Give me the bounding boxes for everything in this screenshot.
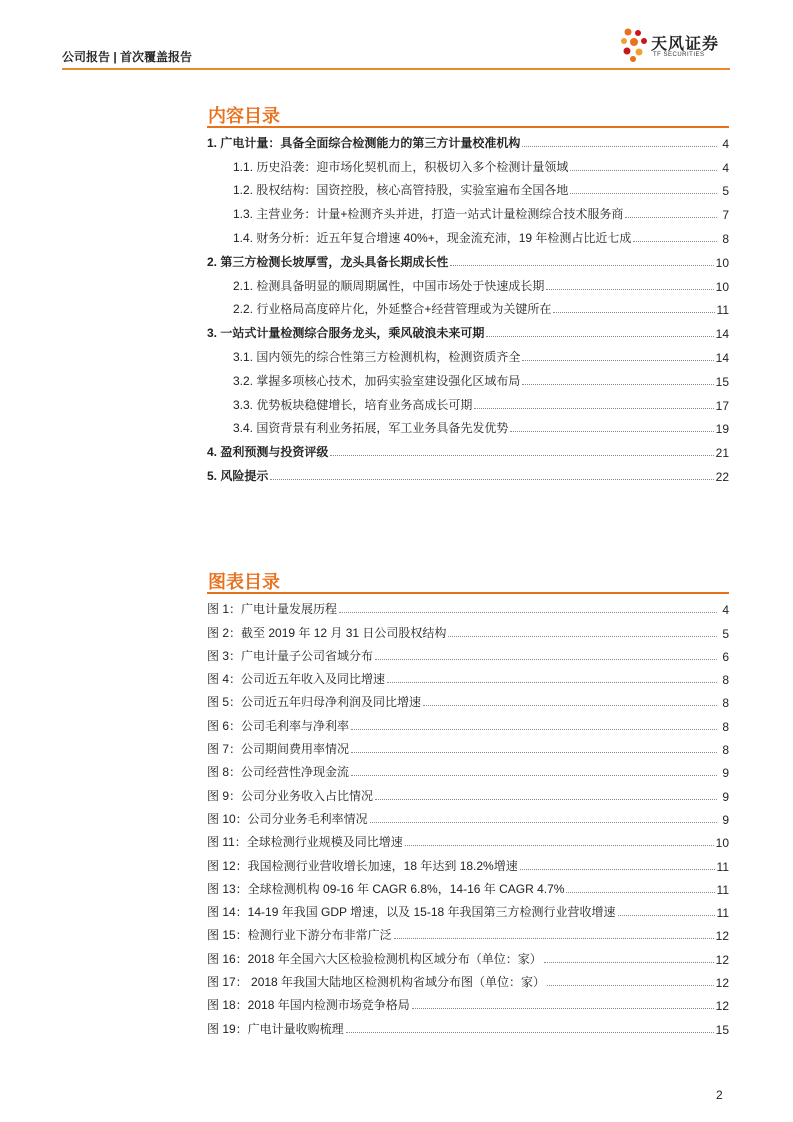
figure-entry[interactable]: [207, 710, 729, 733]
toc-entry-label: 3.2. 掌握多项核心技术，加码实验室建设强化区域布局: [233, 373, 521, 388]
dot-leader: [351, 775, 717, 776]
toc-entry[interactable]: [207, 389, 729, 413]
figure-entry-page: 9: [722, 812, 729, 827]
toc-entry[interactable]: [207, 460, 729, 484]
toc-entry-page: 4: [722, 136, 729, 151]
dot-leader: [520, 869, 715, 870]
toc-entry-label: 5. 风险提示: [207, 468, 269, 483]
figure-entry-label: 图 2：截至 2019 年 12 月 31 日公司股权结构: [207, 625, 447, 640]
dot-leader: [547, 985, 714, 986]
dot-leader: [522, 384, 713, 385]
figure-entry-label: 图 14：14-19 年我国 GDP 增速，以及 15-18 年我国第三方检测行业营收增速: [207, 905, 616, 920]
dot-leader: [570, 193, 717, 194]
figure-entry-page: 15: [715, 1022, 729, 1037]
figure-entry[interactable]: [207, 641, 729, 664]
header-divider: [62, 68, 730, 70]
dot-leader: [405, 845, 714, 846]
logo-chinese-name: 天风证券: [651, 36, 720, 53]
figure-entry-page: 6: [722, 649, 729, 664]
toc-entry-page: 14: [715, 327, 729, 342]
figure-entry-page: 12: [715, 952, 729, 967]
toc-entry[interactable]: [207, 175, 729, 199]
figure-entry[interactable]: [207, 897, 729, 920]
toc-entry[interactable]: [207, 151, 729, 175]
figure-entry-page: 9: [722, 789, 729, 804]
toc-entry-page: 7: [722, 208, 729, 223]
toc-entry[interactable]: [207, 127, 729, 151]
dot-leader: [510, 431, 713, 432]
toc-entry[interactable]: [207, 198, 729, 222]
toc-entry-page: 17: [715, 398, 729, 413]
figure-entry-label: 图 4：公司近五年收入及同比增速: [207, 672, 386, 687]
toc-entry-label: 3. 一站式计量检测综合服务龙头，乘风破浪未来可期: [207, 326, 485, 341]
dot-leader: [330, 455, 713, 456]
figure-entry-label: 图 10：公司分业务毛利率情况: [207, 811, 368, 826]
page-number: 2: [716, 1088, 723, 1102]
figure-entry-label: 图 6：公司毛利率与净利率: [207, 718, 350, 733]
page-header: [62, 28, 730, 70]
figure-entry[interactable]: [207, 967, 729, 990]
dot-leader: [625, 217, 717, 218]
dot-leader: [412, 1008, 714, 1009]
toc-title: 内容目录: [208, 106, 280, 126]
figure-entry[interactable]: [207, 594, 729, 617]
toc-entry[interactable]: [207, 341, 729, 365]
toc-entry-label: 2.1. 检测具备明显的顺周期属性，中国市场处于快速成长期: [233, 278, 545, 293]
toc-entry-label: 2.2. 行业格局高度碎片化，外延整合+经营管理或为关键所在: [233, 302, 552, 317]
logo-english-name: TF SECURITIES: [653, 52, 705, 58]
toc-entry-label: 4. 盈利预测与投资评级: [207, 445, 329, 460]
toc-entry[interactable]: [207, 246, 729, 270]
figure-entry-label: 图 5：公司近五年归母净利润及同比增速: [207, 695, 422, 710]
figure-entry-page: 4: [722, 603, 729, 618]
dot-leader: [570, 170, 717, 171]
figure-entry-label: 图 1：广电计量发展历程: [207, 602, 338, 617]
toc-entry[interactable]: [207, 365, 729, 389]
toc-entry-page: 8: [722, 231, 729, 246]
dot-leader: [394, 938, 714, 939]
dot-leader: [270, 479, 713, 480]
figure-entry-page: 12: [715, 999, 729, 1014]
toc-entry-page: 21: [715, 446, 729, 461]
report-type-title: 公司报告 | 首次覆盖报告: [62, 50, 193, 64]
dot-leader: [375, 659, 717, 660]
toc-entry-label: 1. 广电计量：具备全面综合检测能力的第三方计量校准机构: [207, 135, 521, 150]
toc-entry-label: 2. 第三方检测长坡厚雪，龙头具备长期成长性: [207, 254, 449, 269]
figure-entry-label: 图 9：公司分业务收入占比情况: [207, 788, 374, 803]
dot-leader: [370, 822, 717, 823]
toc-entry-label: 1.3. 主营业务：计量+检测齐头并进，打造一站式计量检测综合技术服务商: [233, 207, 624, 222]
toc-entry[interactable]: [207, 317, 729, 341]
dot-leader: [486, 336, 713, 337]
toc-entry-page: 15: [715, 374, 729, 389]
figure-entry-page: 10: [715, 836, 729, 851]
toc-list: [207, 127, 729, 484]
toc-entry-label: 3.1. 国内领先的综合性第三方检测机构，检测资质齐全: [233, 349, 521, 364]
figures-list: [207, 594, 729, 1037]
figures-title: 图表目录: [208, 572, 280, 592]
toc-entry-page: 10: [715, 279, 729, 294]
dot-leader: [544, 962, 714, 963]
toc-entry[interactable]: [207, 270, 729, 294]
toc-entry-page: 4: [722, 160, 729, 175]
figure-entry[interactable]: [207, 850, 729, 873]
toc-entry-label: 1.4. 财务分析：近五年复合增速 40%+，现金流充沛，19 年检测占比近七成: [233, 230, 632, 245]
figure-entry[interactable]: [207, 874, 729, 897]
toc-entry[interactable]: [207, 294, 729, 318]
figure-entry-page: 12: [715, 976, 729, 991]
figure-entry[interactable]: [207, 920, 729, 943]
dot-leader: [522, 146, 717, 147]
toc-entry-label: 3.4. 国资背景有利业务拓展，军工业务具备先发优势: [233, 421, 509, 436]
dot-leader: [633, 241, 717, 242]
figure-entry-label: 图 16：2018 年全国六大区检验检测机构区域分布（单位：家）: [207, 951, 542, 966]
toc-entry-page: 5: [722, 184, 729, 199]
dot-leader: [546, 289, 713, 290]
toc-entry-page: 19: [715, 422, 729, 437]
dot-leader: [448, 636, 717, 637]
figure-entry[interactable]: [207, 734, 729, 757]
figure-entry[interactable]: [207, 990, 729, 1013]
dot-leader: [553, 312, 714, 313]
figure-entry[interactable]: [207, 757, 729, 780]
figure-entry[interactable]: [207, 687, 729, 710]
dot-leader: [566, 892, 714, 893]
toc-entry[interactable]: [207, 413, 729, 437]
dot-leader: [375, 799, 717, 800]
company-logo: [618, 26, 730, 64]
figure-entry-label: 图 13：全球检测机构 09-16 年 CAGR 6.8%，14-16 年 CAGR 4.7%: [207, 881, 565, 896]
figure-entry-page: 8: [722, 673, 729, 688]
figure-entry[interactable]: [207, 943, 729, 966]
dot-leader: [339, 612, 717, 613]
toc-entry-page: 11: [716, 303, 729, 318]
figure-entry[interactable]: [207, 617, 729, 640]
dot-leader: [474, 408, 713, 409]
figure-entry-label: 图 15：检测行业下游分布非常广泛: [207, 928, 392, 943]
figure-entry-label: 图 8：公司经营性净现金流: [207, 765, 350, 780]
figure-entry[interactable]: [207, 780, 729, 803]
dot-leader: [450, 265, 713, 266]
toc-entry[interactable]: [207, 436, 729, 460]
figure-entry-label: 图 12：我国检测行业营收增长加速，18 年达到 18.2%增速: [207, 858, 518, 873]
figure-entry[interactable]: [207, 804, 729, 827]
toc-entry-page: 22: [715, 469, 729, 484]
toc-entry-label: 3.3. 优势板块稳健增长，培育业务高成长可期: [233, 397, 473, 412]
toc-entry-label: 1.2. 股权结构：国资控股，核心高管持股，实验室遍布全国各地: [233, 183, 569, 198]
toc-entry-label: 1.1. 历史沿袭：迎市场化契机而上，积极切入多个检测计量领域: [233, 159, 569, 174]
dot-leader: [423, 705, 717, 706]
figure-entry-label: 图 3：广电计量子公司省域分布: [207, 648, 374, 663]
figure-entry-page: 9: [722, 766, 729, 781]
figure-entry-page: 5: [722, 626, 729, 641]
dot-leader: [522, 360, 713, 361]
dot-leader: [351, 752, 717, 753]
figure-entry-page: 11: [716, 882, 729, 897]
dot-leader: [387, 682, 717, 683]
figure-entry-label: 图 19：广电计量收购梳理: [207, 1021, 344, 1036]
toc-entry[interactable]: [207, 222, 729, 246]
figure-entry-page: 8: [722, 719, 729, 734]
figure-entry-label: 图 17： 2018 年我国大陆地区检测机构省域分布图（单位：家）: [207, 975, 546, 990]
toc-entry-page: 10: [715, 255, 729, 270]
dot-leader: [618, 915, 715, 916]
figure-entry-page: 8: [722, 696, 729, 711]
figure-entry-page: 11: [716, 859, 729, 874]
figure-entry-label: 图 18：2018 年国内检测市场竞争格局: [207, 998, 410, 1013]
figure-entry-label: 图 7：公司期间费用率情况: [207, 742, 350, 757]
figure-entry[interactable]: [207, 664, 729, 687]
figure-entry[interactable]: [207, 1013, 729, 1036]
dot-leader: [351, 729, 717, 730]
toc-entry-page: 14: [715, 350, 729, 365]
figure-entry[interactable]: [207, 827, 729, 850]
dot-leader: [346, 1032, 714, 1033]
logo-flower-icon: [618, 26, 650, 64]
figure-entry-page: 12: [715, 929, 729, 944]
figure-entry-page: 11: [716, 906, 729, 921]
figure-entry-page: 8: [722, 743, 729, 758]
figure-entry-label: 图 11：全球检测行业规模及同比增速: [207, 835, 403, 850]
